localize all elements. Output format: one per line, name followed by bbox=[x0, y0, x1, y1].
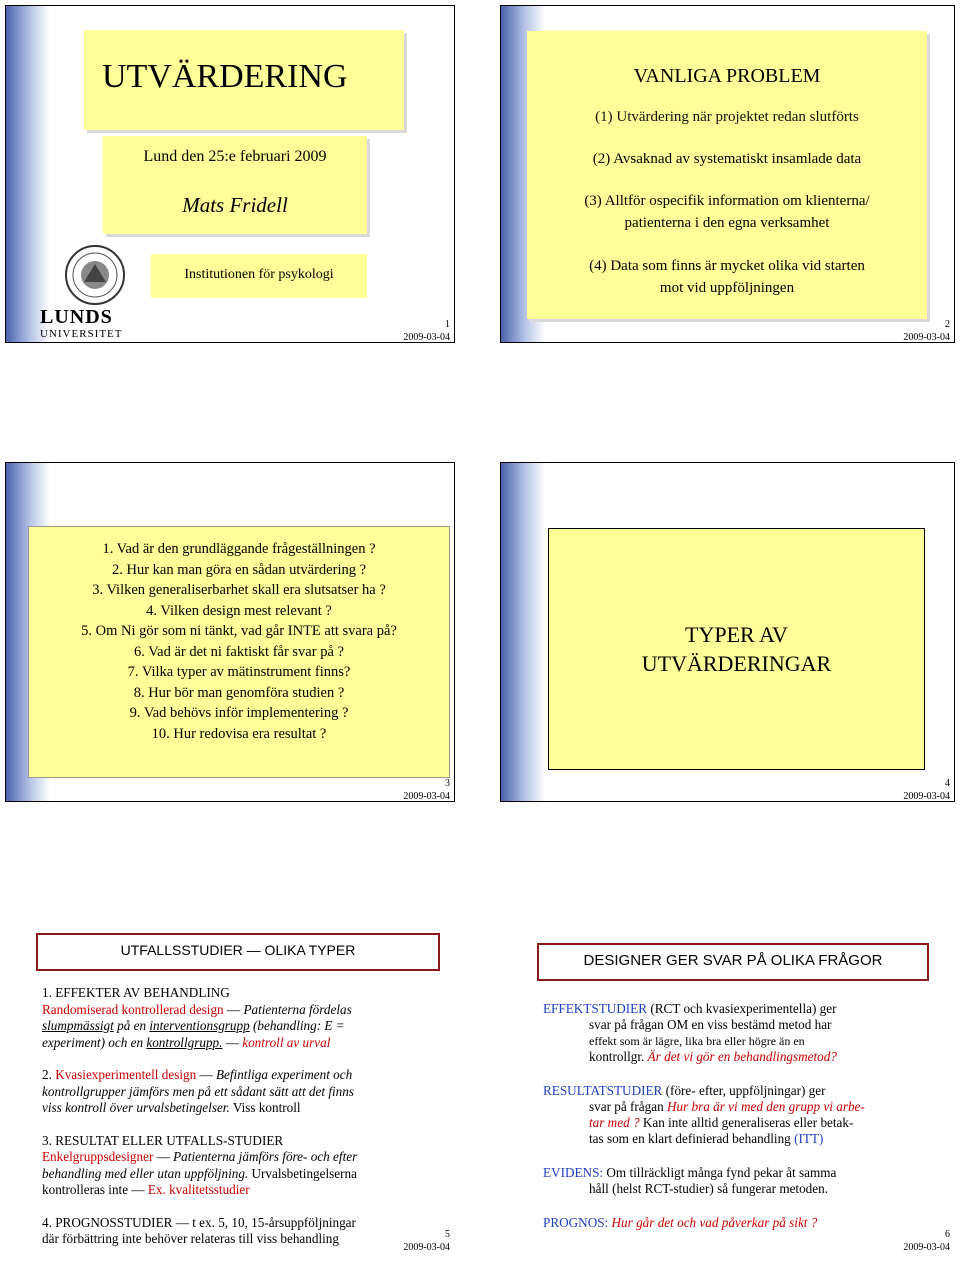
problem-item: (4) Data som finns är mycket olika vid starten bbox=[589, 258, 865, 274]
rct-label: Randomiserad kontrollerad design bbox=[42, 1001, 224, 1017]
institution-box bbox=[151, 254, 367, 298]
question-item: 9. Vad behövs inför implementering ? bbox=[129, 705, 349, 721]
section-4 bbox=[42, 1215, 446, 1248]
date-line: Lund den 25:e februari 2009 bbox=[143, 148, 327, 165]
footer-date: 2009-03-04 bbox=[403, 791, 450, 802]
text: viss kontroll över urvalsbetingelser. bbox=[42, 1100, 230, 1115]
question-list bbox=[29, 539, 449, 744]
term: PROGNOS: bbox=[543, 1215, 609, 1230]
section-3-head: 3. RESULTAT ELLER UTFALLS-STUDIER bbox=[42, 1132, 284, 1148]
content-box bbox=[527, 31, 927, 319]
slide-title: VANLIGA PROBLEM bbox=[633, 65, 821, 87]
institution-label: Institutionen för psykologi bbox=[184, 267, 334, 282]
text: Kan inte alltid generaliseras eller betak- bbox=[642, 1115, 854, 1130]
author-name: Mats Fridell bbox=[182, 193, 288, 217]
text: Om tillräckligt många fynd pekar åt samma bbox=[606, 1165, 837, 1180]
result-studies bbox=[543, 1083, 948, 1147]
text: tar med ? bbox=[589, 1115, 640, 1130]
text: Är det vi gör en behandlingsmetod? bbox=[647, 1049, 837, 1064]
text: Urvalsbetingelserna bbox=[251, 1165, 357, 1181]
section-1: 1. EFFEKTER AV BEHANDLING Randomiserad kontrollerad design — Patienterna fördelas slumpmässigt på en interventionsgrupp (behandling: E = experiment) och en kontrollgrupp. — kontroll av urval bbox=[42, 985, 352, 1050]
title-box bbox=[548, 528, 925, 770]
logo-text-universitet: UNIVERSITET bbox=[40, 328, 123, 340]
page-number: 2 bbox=[945, 319, 950, 330]
text: Viss kontroll bbox=[232, 1100, 301, 1115]
slide-6 bbox=[500, 922, 955, 1262]
slide-footer bbox=[403, 1228, 450, 1254]
text: svar på frågan OM en viss bestämd metod har bbox=[589, 1017, 832, 1032]
question-item: 3. Vilken generaliserbarhet skall era slutsatser ha ? bbox=[92, 582, 386, 598]
slide-gradient bbox=[501, 463, 545, 801]
footer-date: 2009-03-04 bbox=[403, 1242, 450, 1253]
single-group-label: Enkelgruppsdesigner bbox=[42, 1149, 154, 1164]
slide-title: UTVÄRDERING bbox=[102, 58, 348, 95]
term: RESULTATSTUDIER bbox=[543, 1083, 663, 1098]
slide-footer bbox=[903, 1228, 950, 1254]
prognosis bbox=[543, 1215, 948, 1231]
author-box bbox=[103, 136, 367, 234]
problem-item: mot vid uppföljningen bbox=[659, 280, 795, 296]
section-2-head: 2. bbox=[42, 1067, 52, 1082]
effect-studies bbox=[543, 1001, 948, 1065]
slide-5 bbox=[5, 922, 455, 1262]
problem-item: (2) Avsaknad av systematiskt insamlade data bbox=[592, 151, 862, 167]
text: kontrollgrupper jämförs men på ett sådant sätt att det finns bbox=[42, 1083, 354, 1099]
term: EFFEKTSTUDIER bbox=[543, 1001, 648, 1016]
slide-1 bbox=[5, 5, 455, 343]
text: experiment) och en bbox=[42, 1034, 144, 1050]
content bbox=[42, 985, 446, 1248]
problem-item: patienterna i den egna verksamhet bbox=[624, 215, 830, 231]
slide-footer bbox=[403, 777, 450, 802]
text: effekt som är lägre, lika bra eller högre än en bbox=[589, 1034, 805, 1048]
text: Patienterna fördelas bbox=[243, 1001, 352, 1017]
text: slumpmässigt bbox=[42, 1018, 114, 1033]
university-seal-icon bbox=[64, 244, 126, 306]
section-1-head: 1. EFFEKTER AV BEHANDLING bbox=[42, 985, 230, 1000]
page-number: 4 bbox=[945, 778, 950, 789]
text: (ITT) bbox=[794, 1131, 824, 1146]
footer-date: 2009-03-04 bbox=[903, 791, 950, 802]
title-box bbox=[36, 933, 440, 971]
slide-4 bbox=[500, 462, 955, 802]
question-item: 2. Hur kan man göra en sådan utvärdering ? bbox=[111, 561, 367, 578]
text: håll (helst RCT-studier) så fungerar metoden. bbox=[589, 1181, 829, 1196]
slide-2 bbox=[500, 5, 955, 343]
slide-title: UTFALLSSTUDIER — OLIKA TYPER bbox=[120, 942, 356, 958]
text: kontrolleras inte — bbox=[42, 1182, 145, 1197]
slide-3 bbox=[5, 462, 455, 802]
text: Patienterna jämförs före- och efter bbox=[173, 1149, 358, 1164]
text: kontrollgrupp. bbox=[146, 1034, 223, 1050]
page-number: 6 bbox=[945, 1229, 950, 1240]
slide-title-line-2: UTVÄRDERINGAR bbox=[641, 651, 832, 676]
question-item: 5. Om Ni gör som ni tänkt, vad går INTE att svara på? bbox=[81, 623, 397, 639]
slide-title-line-1: TYPER AV bbox=[685, 622, 788, 647]
footer-date: 2009-03-04 bbox=[403, 332, 450, 343]
term: EVIDENS: bbox=[543, 1165, 604, 1180]
slide-title: DESIGNER GER SVAR PÅ OLIKA FRÅGOR bbox=[583, 952, 883, 969]
footer-date: 2009-03-04 bbox=[903, 332, 950, 343]
page-number: 5 bbox=[445, 1229, 450, 1240]
footer-date: 2009-03-04 bbox=[903, 1242, 950, 1253]
text: behandling med eller utan uppföljning. bbox=[42, 1165, 249, 1181]
question-item: 4. Vilken design mest relevant ? bbox=[146, 602, 332, 619]
text: på en bbox=[117, 1018, 147, 1033]
quasi-label: Kvasiexperimentell design bbox=[55, 1067, 197, 1082]
slide-footer bbox=[903, 318, 950, 343]
text: kontroll av urval bbox=[242, 1034, 331, 1050]
text: (RCT och kvasiexperimentella) ger bbox=[650, 1001, 837, 1016]
text: interventionsgrupp bbox=[149, 1018, 250, 1033]
text: Hur bra är vi med den grupp vi arbe- bbox=[667, 1099, 865, 1114]
text: 4. PROGNOSSTUDIER — t ex. 5, 10, 15-årsuppföljningar bbox=[42, 1214, 356, 1230]
text: (före- efter, uppföljningar) ger bbox=[665, 1083, 826, 1098]
page-number: 1 bbox=[445, 319, 450, 330]
text: (behandling: E = bbox=[253, 1018, 345, 1033]
question-item: 8. Hur bör man genomföra studien ? bbox=[133, 684, 345, 701]
problem-item: (3) Alltför ospecifik information om klienterna/ bbox=[584, 193, 870, 209]
content bbox=[543, 1001, 948, 1231]
text: svar på frågan bbox=[589, 1099, 664, 1114]
slide-footer bbox=[403, 318, 450, 343]
question-item: 7. Vilka typer av mätinstrument finns? bbox=[127, 664, 351, 680]
lund-university-logo bbox=[40, 244, 136, 340]
question-item: 6. Vad är det ni faktiskt får svar på ? bbox=[134, 643, 344, 660]
text: Hur går det och vad påverkar på sikt ? bbox=[611, 1215, 818, 1230]
title-box bbox=[537, 943, 929, 981]
section-2: 2. Kvasiexperimentell design — Befintliga experiment och kontrollgrupper jämförs men på ett sådant sätt att det finns viss kontroll över urvalsbetingelser. Viss kontroll bbox=[42, 1067, 354, 1115]
title-box bbox=[84, 30, 404, 130]
text: tas som en klart definierad behandling bbox=[589, 1131, 791, 1146]
content-box bbox=[28, 526, 450, 778]
text: Ex. kvalitetsstudier bbox=[147, 1182, 250, 1197]
text: kontrollgr. bbox=[589, 1049, 645, 1064]
slide-footer bbox=[903, 777, 950, 802]
text: där förbättring inte behöver relateras till viss behandling bbox=[42, 1231, 339, 1246]
question-item: 10. Hur redovisa era resultat ? bbox=[151, 725, 327, 742]
logo-text-lunds: LUNDS bbox=[40, 306, 113, 328]
evidence bbox=[543, 1165, 948, 1197]
problem-item: (1) Utvärdering när projektet redan slutförts bbox=[595, 109, 859, 125]
question-item: 1. Vad är den grundläggande frågeställningen ? bbox=[102, 541, 376, 557]
page-number: 3 bbox=[445, 778, 450, 789]
text: Befintliga experiment och bbox=[215, 1067, 353, 1082]
section-3: 3. RESULTAT ELLER UTFALLS-STUDIER Enkelgruppsdesigner — Patienterna jämförs före- och efter behandling med eller utan uppföljning. Urvalsbetingelserna kontrolleras inte — Ex. kvalitetsstudier bbox=[42, 1132, 358, 1197]
